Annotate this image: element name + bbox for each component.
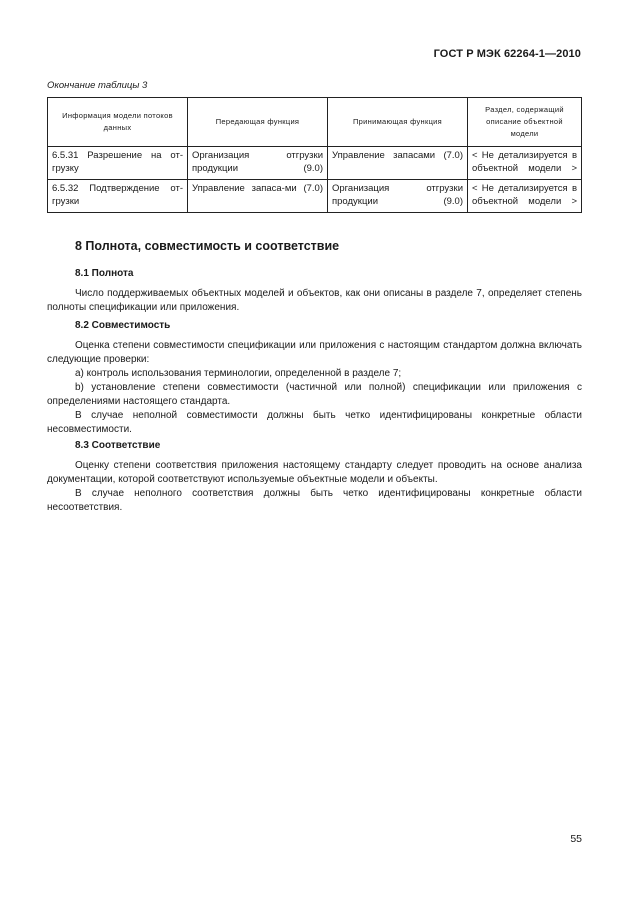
paragraph-compatibility: [47, 339, 582, 437]
list-item: b) установление степени совместимости (частичной или полной) спецификации или приложения с определениями настоящего стандарта.: [47, 382, 582, 407]
table-header-cell: Раздел, содержащий описание объектной модели: [468, 98, 582, 147]
page-number: 55: [570, 833, 582, 845]
paragraph-completeness: [47, 287, 582, 315]
table-cell: Организация отгрузки продукции (9.0): [188, 147, 328, 180]
paragraph-text: Оценка степени совместимости спецификации или приложения с настоящим стандартом должна включать следующие проверки:: [47, 340, 582, 365]
section-title: 8 Полнота, совместимость и соответствие: [75, 239, 340, 253]
table-row: [48, 147, 582, 180]
list-item: а) контроль использования терминологии, определенной в разделе 7;: [75, 368, 402, 379]
paragraph-text: Число поддерживаемых объектных моделей и объектов, как они описаны в разделе 7, определяет степень полноты спецификации или приложения.: [47, 288, 582, 313]
subsection-title-conformance: 8.3 Соответствие: [75, 440, 161, 451]
subsection-title-compatibility: 8.2 Совместимость: [75, 320, 171, 331]
table-header-row: [48, 98, 582, 147]
table-cell: < Не детализируется в объектной модели >: [468, 180, 582, 213]
table-caption: Окончание таблицы 3: [47, 80, 148, 91]
paragraph-text: В случае неполного соответствия должны быть четко идентифицированы конкретные области несоответствия.: [47, 488, 582, 513]
table-cell: Организация отгрузки продукции (9.0): [328, 180, 468, 213]
standard-header: ГОСТ Р МЭК 62264-1—2010: [433, 48, 581, 60]
table-cell: Управление запаса-ми (7.0): [188, 180, 328, 213]
table-header-cell: Принимающая функция: [328, 98, 468, 147]
paragraph-conformance: [47, 459, 582, 515]
table-row: [48, 180, 582, 213]
table-cell: 6.5.31 Разрешение на от-грузку: [48, 147, 188, 180]
table-header-cell: Передающая функция: [188, 98, 328, 147]
paragraph-text: Оценку степени соответствия приложения настоящему стандарту следует проводить на основе анализа документации, которой соответствуют используемые объектные модели и объекты.: [47, 460, 582, 485]
subsection-title-completeness: 8.1 Полнота: [75, 268, 134, 279]
table-cell: 6.5.32 Подтверждение от-грузки: [48, 180, 188, 213]
table-cell: < Не детализируется в объектной модели >: [468, 147, 582, 180]
data-flow-table: [47, 97, 582, 213]
table-cell: Управление запасами (7.0): [328, 147, 468, 180]
paragraph-text: В случае неполной совместимости должны быть четко идентифицированы конкретные области несовместимости.: [47, 410, 582, 435]
table-header-cell: Информация модели потоков данных: [48, 98, 188, 147]
